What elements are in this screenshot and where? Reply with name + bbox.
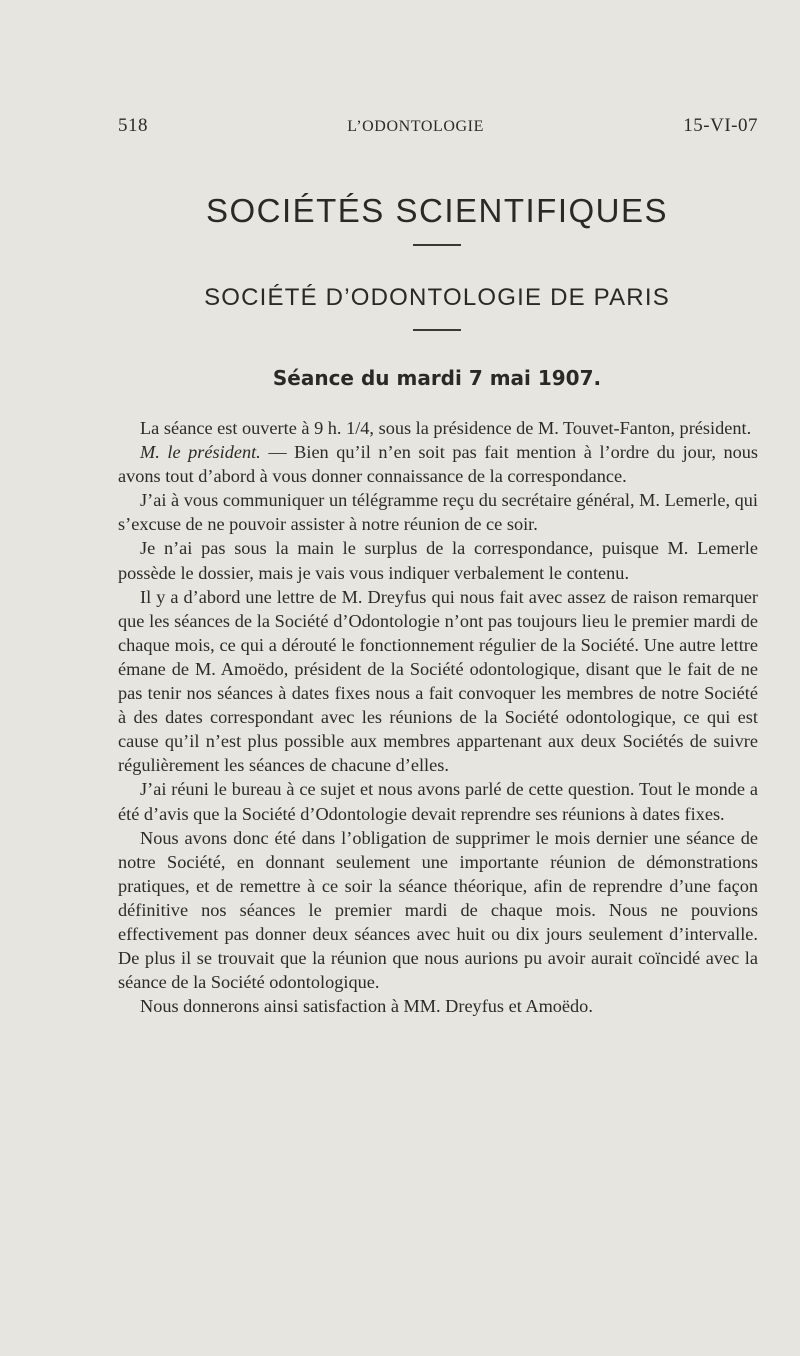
- issue-date: 15-VI-07: [683, 115, 758, 136]
- paragraph: La séance est ouverte à 9 h. 1/4, sous la présidence de M. Touvet-Fanton, président.: [140, 418, 752, 438]
- journal-title: L’ODONTOLOGIE: [347, 118, 484, 135]
- paragraph: Nous donnerons ainsi satisfaction à MM. Dreyfus et Amoëdo.: [140, 996, 593, 1017]
- paragraph: Il y a d’abord une lettre de M. Dreyfus qui nous fait avec assez de raison remarquer que les séances de la Société d’Odontologie n’ont pas toujours lieu le premier mardi de chaque mois, ce qui a dérouté le fonctionnement régulier de la Société. Une autre lettre émane de M. Amoëdo, président de la Société odontologique, disant que le fait de ne pas tenir nos séances à dates fixes nous a fait convoquer les membres de notre Société à des dates correspondant avec les réunions de la Société odontologique, ce qui est cause qu’il n’est plus possible aux membres appartenant aux deux Sociétés de suivre régulièrement les séances de chacune d’elles.: [118, 586, 758, 776]
- paragraph: J’ai réuni le bureau à ce sujet et nous avons parlé de cette question. Tout le monde a été d’avis que la Société d’Odontologie devait reprendre ses réunions à dates fixes.: [118, 779, 758, 824]
- paragraph: M. le président. — Bien qu’il n’en soit pas fait mention à l’ordre du jour, nous avons tout d’abord à vous donner connaissance de la correspondance.: [118, 442, 758, 487]
- page-number: 518: [118, 115, 148, 136]
- paragraph: J’ai à vous communiquer un télégramme reçu du secrétaire général, M. Lemerle, qui s’excuse de ne pouvoir assister à notre réunion de ce soir.: [118, 490, 758, 535]
- running-header: [118, 115, 758, 137]
- society-title: SOCIÉTÉ D’ODONTOLOGIE DE PARIS: [204, 284, 670, 311]
- section-title: SOCIÉTÉS SCIENTIFIQUES: [205, 192, 669, 229]
- article-body: [118, 416, 758, 1018]
- speaker-label: M. le président.: [140, 442, 261, 463]
- paragraph: Nous avons donc été dans l’obligation de supprimer le mois dernier une séance de notre Société, en donnant seulement une importante réunion de démonstrations pratiques, et de remettre à ce soir la séance théorique, afin de reprendre d’une façon définitive nos séances le premier mardi de chaque mois. Nous ne pouvions effectivement pas donner deux séances avec huit ou dix jours seulement d’intervalle. De plus il se trouvait que la réunion que nous aurions pu avoir aurait coïncidé avec la séance de la Société odontologique.: [118, 827, 758, 993]
- paragraph: Je n’ai pas sous la main le surplus de la correspondance, puisque M. Lemerle possède le dossier, mais je vais vous indiquer verbalement le contenu.: [118, 538, 758, 583]
- session-title: Séance du mardi 7 mai 1907.: [272, 366, 602, 390]
- society-divider: [413, 329, 461, 331]
- title-divider: [413, 244, 461, 246]
